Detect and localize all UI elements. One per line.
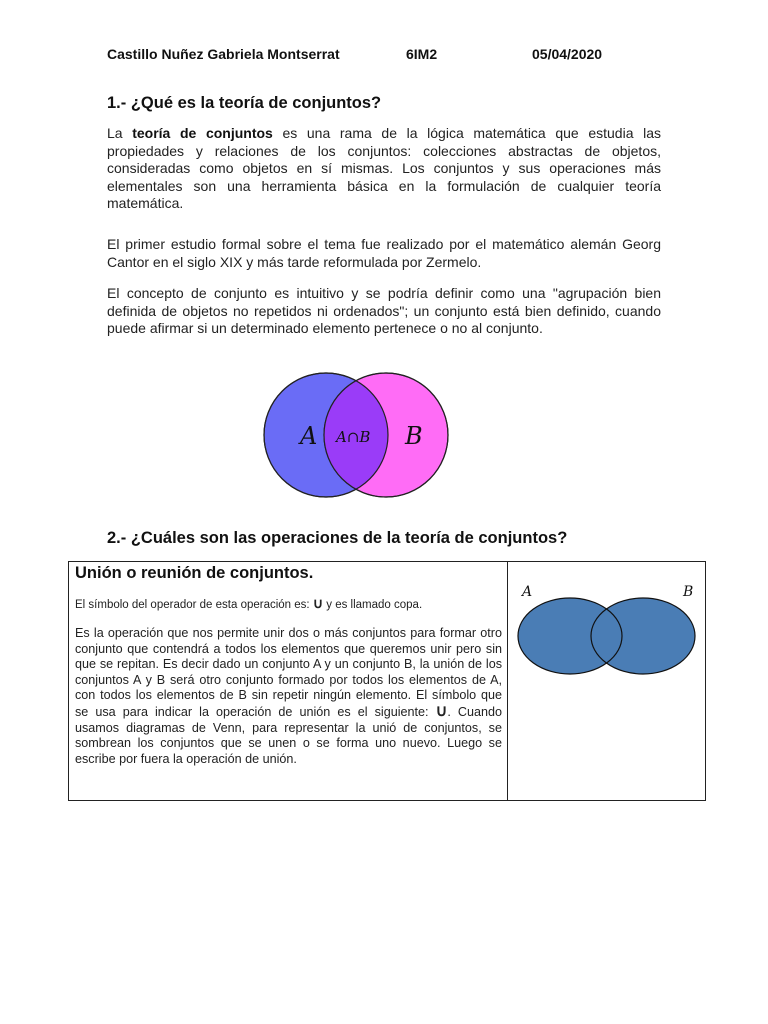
- note-text-end: y es llamado copa.: [323, 599, 423, 611]
- table-cell-text: [75, 562, 502, 767]
- p1-bold-term: teoría de conjuntos: [132, 125, 273, 141]
- union-label-b: B: [683, 584, 694, 600]
- union-title: Unión o reunión de conjuntos.: [75, 564, 314, 582]
- venn-diagram-union: [510, 576, 700, 681]
- student-name: Castillo Nuñez Gabriela Montserrat: [107, 46, 340, 62]
- section1-paragraph-2: El primer estudio formal sobre el tema fue realizado por el matemático alemán Georg Cantor en el siglo XIX y más tarde reformulada por Zermelo.: [107, 236, 661, 270]
- union-symbol-note: [75, 595, 502, 612]
- table-column-divider: [507, 562, 508, 800]
- p1-lead: La: [107, 125, 133, 141]
- union-label-a: A: [522, 584, 533, 600]
- venn-diagram-intersection: [262, 372, 452, 502]
- section1-paragraph-3: El concepto de conjunto es intuitivo y se podría definir como una "agrupación bien definida de objetos no repetidos ni ordenados"; un conjunto está bien definido, cuando puede afirmar si un determinado elemento pertenece o no al conjunto.: [107, 285, 661, 337]
- student-group: 6IM2: [406, 46, 438, 62]
- p1-rest: es una rama de la lógica matemática que estudia las propiedades y relaciones de los conjuntos: colecciones abstractas de objetos, consideradas como objetos en sí mismas. Los conjuntos y sus operaciones más elementales son una herramienta básica en la formulación de cualquier teoría matemática.: [107, 125, 662, 212]
- union-symbol-inline: ∪: [435, 702, 448, 720]
- set-a-label: A: [300, 422, 318, 450]
- description-text: Es la operación que nos permite unir dos o más conjuntos para formar otro conjunto que contendrá a todos los elementos que queremos unir pero sin que se repitan. Es decir dado un conjunto A y un conjunto B, la unión de los conjuntos A y B será otro conjunto formado por todos los elementos de A, con todos los elementos de B sin repetir ningún elemento. El símbolo que se usa para indicar la operación de unión es el siguiente:: [75, 626, 502, 719]
- union-symbol: ∪: [312, 595, 324, 611]
- set-b-label: B: [405, 422, 423, 450]
- section1-title: 1.- ¿Qué es la teoría de conjuntos?: [107, 94, 382, 112]
- union-description: [75, 626, 502, 767]
- intersection-label: A∩B: [336, 428, 371, 446]
- description-text-end: . Cuando usamos diagramas de Venn, para representar la unió de conjuntos, se sombrean los conjuntos que se unen o se forma uno nuevo. Luego se escribe por fuera la operación de unión.: [75, 704, 502, 766]
- note-text: El símbolo del operador de esta operación es:: [75, 599, 313, 611]
- section2-title: 2.- ¿Cuáles son las operaciones de la teoría de conjuntos?: [107, 529, 568, 547]
- document-date: 05/04/2020: [532, 46, 603, 62]
- section1-paragraph-1: [107, 125, 661, 213]
